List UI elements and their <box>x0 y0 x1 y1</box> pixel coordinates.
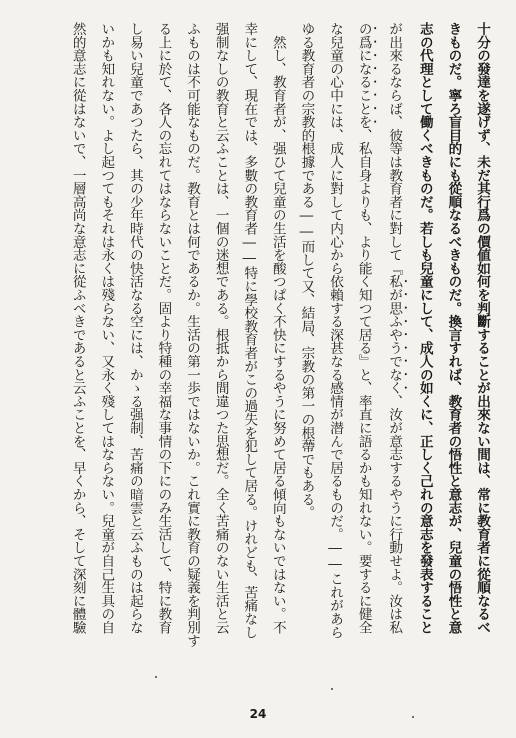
text-column <box>63 22 92 652</box>
text-column <box>439 22 468 652</box>
text-column <box>149 22 178 652</box>
text-column <box>92 22 121 652</box>
text-column <box>120 22 149 652</box>
emphasized-text: 私が思ふやうでなく <box>386 274 403 395</box>
text-column <box>410 22 439 652</box>
text-run: 十分の發達を遂げず、未だ其行爲の價値如何を判斷することが出來ない間は、常に教育者に從順なるべ <box>474 22 490 634</box>
text-column <box>235 22 264 652</box>
text-run: が出來るならば、彼等は教育者に對して『 <box>386 22 403 275</box>
text-run: ふものは不可能なものだ。教育とは何であるか。生活の第一歩ではないか。これ實に教育の疑義を判別す <box>184 22 201 648</box>
text-run: ゆる教育者の宗教的根據である――而して又、結局、宗教の第一の根蔕でもある。 <box>298 22 315 519</box>
text-run: な兒童の心中には、成人に對して内心から依賴する深甚なる感情が潜んで居るものだ。――これがあら <box>327 22 344 639</box>
text-column <box>467 22 496 652</box>
text-column <box>349 22 380 652</box>
print-speck <box>155 676 157 678</box>
text-run: 、私自身よりも、より能く知つて居る』と、率直に語るかも知れない。要するに健全 <box>355 128 372 634</box>
print-speck <box>412 716 414 718</box>
text-column <box>206 22 235 652</box>
text-column <box>292 22 321 652</box>
text-run: 志の代理として働くべきものだ。若しも兒童にして、成人の如くに、正しく己れの意志を發表すること <box>416 22 433 634</box>
text-run: 然し、教育者が、强ひて兒童の生活を酸つぱく不快にするやうに努めて居る傾向もないではない。不 <box>269 22 286 634</box>
vertical-text-body <box>18 22 496 652</box>
text-column <box>320 22 349 652</box>
text-run: 幸にして、現在では、多數の教育者――特に學校教育者がこの過失を犯して居る。けれども、苦痛なし <box>241 22 258 639</box>
print-speck <box>331 688 333 690</box>
text-run: 、汝が意志するやうに行動せよ。汝は私 <box>386 394 403 634</box>
text-column <box>177 22 206 652</box>
text-run: 然的意志に從はないで、一層高尚な意志に從ふべきであると云ふことを、早くから、そして深刻に體驗 <box>69 22 86 634</box>
text-run: いかも知れない。よし起つてもそれは永くは殘らない、又永く殘してはならない。兒童が自己生具の自 <box>98 22 115 634</box>
emphasized-text: の爲になることを <box>355 22 372 129</box>
text-run: きものだ。寧ろ盲目的にも從順なるべきものだ。換言すれば、教育者の悟性と意志が、兒童の悟性と意 <box>445 22 462 634</box>
page-number: 24 <box>249 707 267 721</box>
text-column <box>263 22 292 652</box>
text-run: 强制なしの教育と云ふことは、一個の迷想である。根抵から間違つた思想だ。全く苦痛のない生活と云 <box>212 22 229 634</box>
text-run: し易い兒童であつたら、其の少年時代の快活なる空には、かゝる强制、苦痛の暗雲と云ふものは起らな <box>126 22 143 634</box>
text-column <box>380 22 411 652</box>
text-run: る上に於て、各人の忘れてはならないことだ。固より特種の幸福な事情の下にのみ生活して、特に教育 <box>155 22 172 634</box>
